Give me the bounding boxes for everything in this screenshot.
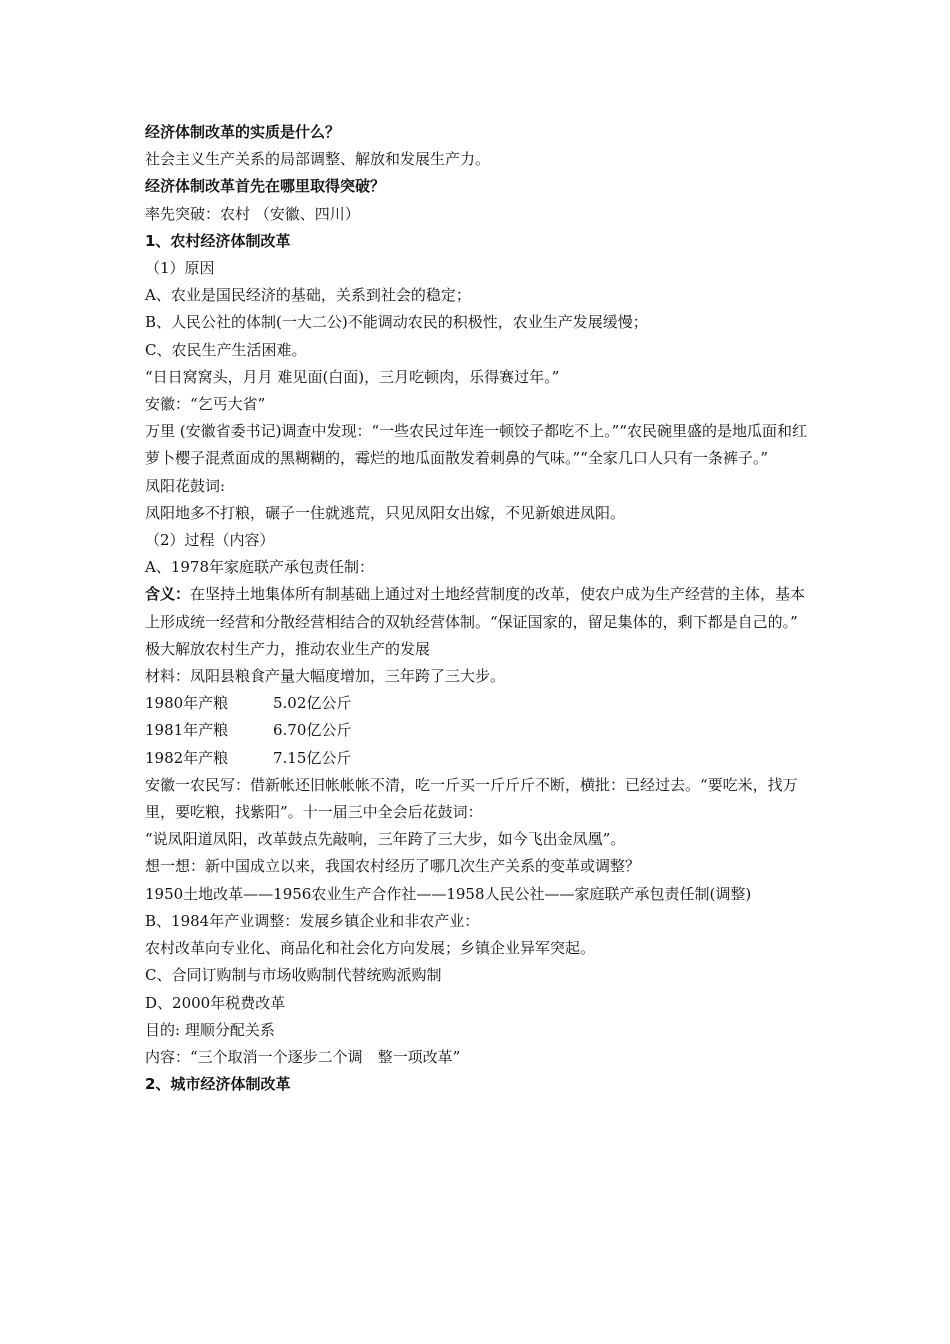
body-text: 材料：凤阳县粮食产量大幅度增加，三年跨了三大步。 (145, 667, 506, 686)
process-item: C、合同订购制与市场收购制代替统购派购制 (145, 966, 442, 985)
body-text: 内容：“三个取消一个逐步二个调 整一项改革” (145, 1047, 461, 1066)
quote-text: “日日窝窝头，月月 难见面(白面)，三月吃顿肉，乐得赛过年。” (145, 367, 560, 386)
answer-text: 社会主义生产关系的局部调整、解放和发展生产力。 (145, 150, 491, 169)
reason-item: C、农民生产生活困难。 (145, 340, 307, 359)
production-amount: 5.02亿公斤 (273, 694, 352, 713)
production-year: 1981年产粮 (145, 721, 229, 740)
body-text: 凤阳地多不打粮，碾子一住就逃荒，只见凤阳女出嫁，不见新娘进凤阳。 (145, 503, 626, 522)
section-heading-urban: 2、城市经济体制改革 (145, 1075, 291, 1094)
question-heading: 经济体制改革的实质是什么？ (145, 123, 341, 141)
subsection-heading: （2）过程（内容） (145, 531, 275, 550)
production-amount: 6.70亿公斤 (273, 721, 352, 740)
answer-text: 率先突破：农村 （安徽、四川） (145, 204, 360, 223)
definition-label: 含义： (145, 585, 191, 604)
body-text: 农村改革向专业化、商品化和社会化方向发展；乡镇企业异军突起。 (145, 939, 596, 958)
paragraph: 万里 (安徽省委书记)调查中发现：“一些农民过年连一顿饺子都吃不上。”“农民碗里盛的是地瓜面和红萝卜樱子混煮面成的黑糊糊的，霉烂的地瓜面散发着刺鼻的气味。”“全家几口人只有一条裤子。” (145, 422, 807, 468)
reason-item: B、人民公社的体制(一大二公)不能调动农民的积极性，农业生产发展缓慢； (145, 313, 648, 332)
question-heading: 经济体制改革首先在哪里取得突破？ (145, 177, 386, 196)
process-item: D、2000年税费改革 (145, 993, 286, 1012)
body-text: 安徽：“乞丐大省” (145, 395, 266, 414)
process-item: B、1984年产业调整：发展乡镇企业和非农产业： (145, 911, 480, 930)
timeline-text: 1950土地改革——1956农业生产合作社——1958人民公社——家庭联产承包责任制(调整) (145, 884, 752, 903)
body-text: 极大解放农村生产力，推动农业生产的发展 (145, 639, 431, 658)
production-year: 1980年产粮 (145, 694, 229, 713)
production-amount: 7.15亿公斤 (273, 748, 352, 767)
paragraph: 安徽一农民写：借新帐还旧帐帐帐不清，吃一斤买一斤斤斤不断，横批：已经过去。“要吃米，找万里，要吃粮，找紫阳”。十一届三中全会后花鼓词： (145, 775, 798, 822)
question-text: 想一想：新中国成立以来，我国农村经历了哪几次生产关系的变革或调整？ (145, 857, 641, 876)
definition-text: 在坚持土地集体所有制基础上通过对土地经营制度的改革，使农户成为生产经营的主体，基本上形成统一经营和分散经营相结合的双轨经营体制。“保证国家的，留足集体的，剩下都是自己的。” (145, 585, 806, 631)
production-year: 1982年产粮 (145, 748, 229, 767)
production-row (145, 745, 815, 772)
production-row (145, 690, 815, 717)
document-body (145, 119, 815, 1098)
production-row (145, 717, 815, 744)
quote-text: “说凤阳道凤阳，改革鼓点先敲响，三年跨了三大步，如今飞出金凤凰”。 (145, 830, 626, 849)
reason-item: A、农业是国民经济的基础，关系到社会的稳定； (145, 286, 471, 305)
body-text: 凤阳花鼓词: (145, 476, 226, 495)
section-heading-rural: 1、农村经济体制改革 (145, 231, 291, 250)
subsection-heading: （1）原因 (145, 259, 215, 278)
definition-paragraph (145, 581, 815, 635)
body-text: 目的: 理顺分配关系 (145, 1020, 275, 1039)
process-item: A、1978年家庭联产承包责任制： (145, 558, 375, 577)
